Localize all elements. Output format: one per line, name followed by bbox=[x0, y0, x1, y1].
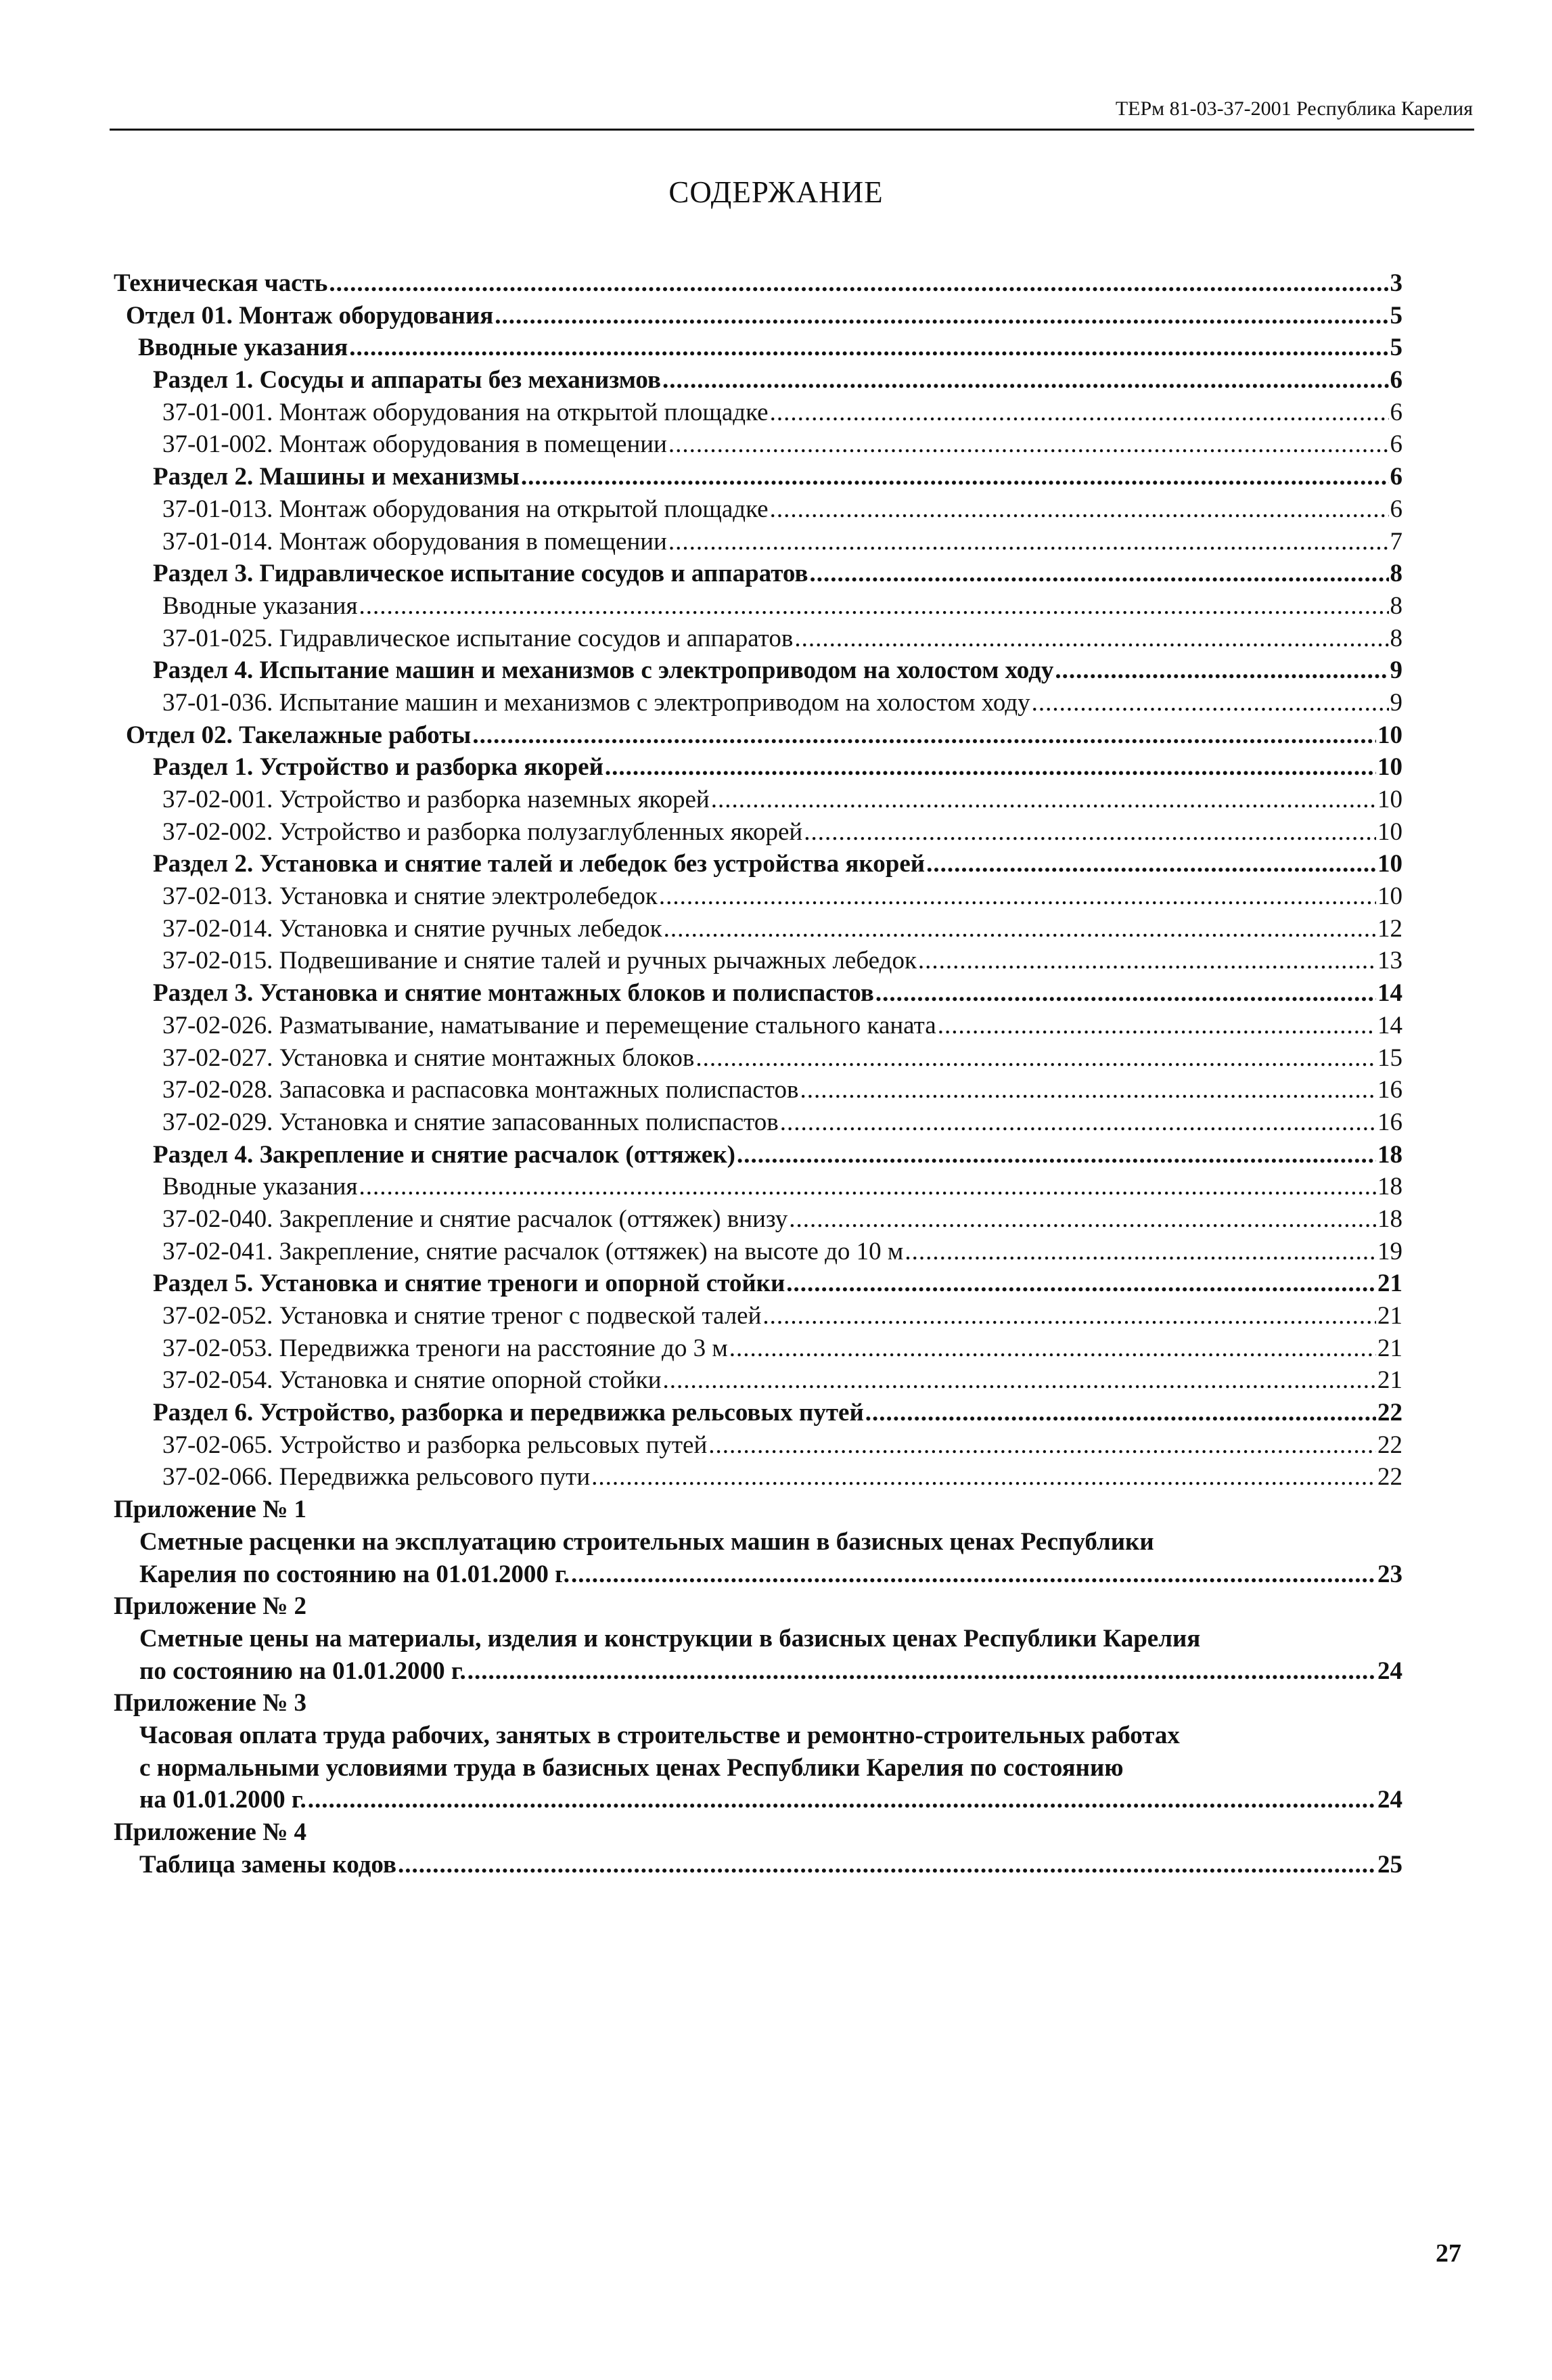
dot-leader bbox=[664, 913, 1376, 945]
dot-leader bbox=[809, 558, 1388, 590]
toc-entry-label: 37-02-014. Установка и снятие ручных лебедок bbox=[162, 914, 662, 943]
dot-leader bbox=[786, 1267, 1376, 1300]
appendix-title-line: Часовая оплата труда рабочих, занятых в строительстве и ремонтно-строительных работах bbox=[139, 1721, 1180, 1749]
toc-entry-page: 8 bbox=[1390, 560, 1402, 588]
toc-entry-page: 10 bbox=[1377, 882, 1402, 911]
toc-entry-label: по состоянию на 01.01.2000 г. bbox=[139, 1657, 466, 1685]
toc-entry-page: 18 bbox=[1377, 1205, 1402, 1233]
toc-entry-label: 37-02-054. Установка и снятие опорной стойки bbox=[162, 1366, 662, 1395]
toc-entry-label: 37-02-028. Запасовка и распасовка монтажных полиспастов bbox=[162, 1076, 799, 1104]
dot-leader bbox=[804, 816, 1376, 849]
dot-leader bbox=[711, 784, 1376, 816]
toc-entry[interactable] bbox=[114, 267, 1402, 300]
toc-entry-page: 6 bbox=[1390, 430, 1402, 459]
toc-entry-label: 37-02-002. Устройство и разборка полузаглубленных якорей bbox=[162, 817, 803, 846]
dot-leader bbox=[591, 1461, 1376, 1494]
toc-entry[interactable] bbox=[114, 300, 1402, 332]
toc-entry-page: 19 bbox=[1377, 1237, 1402, 1265]
toc-entry[interactable] bbox=[114, 1171, 1402, 1203]
toc-entry[interactable] bbox=[114, 461, 1402, 493]
toc-entry[interactable] bbox=[114, 1074, 1402, 1106]
toc-entry[interactable] bbox=[114, 493, 1402, 526]
toc-entry-label: 37-02-065. Устройство и разборка рельсовых путей bbox=[162, 1431, 708, 1459]
toc-entry[interactable] bbox=[114, 848, 1402, 880]
toc-entry-page: 6 bbox=[1390, 398, 1402, 426]
dot-leader bbox=[800, 1074, 1376, 1106]
toc-entry[interactable] bbox=[114, 751, 1402, 784]
toc-entry-page: 10 bbox=[1377, 753, 1402, 782]
toc-entry-page: 14 bbox=[1377, 1011, 1402, 1039]
toc-entry-label: 37-02-026. Разматывание, наматывание и перемещение стального каната bbox=[162, 1011, 936, 1039]
dot-leader bbox=[905, 1236, 1376, 1268]
toc-entry[interactable] bbox=[114, 1397, 1402, 1429]
toc-entry[interactable] bbox=[114, 526, 1402, 558]
toc-entry-label: 37-01-025. Гидравлическое испытание сосудов и аппаратов bbox=[162, 624, 794, 652]
dot-leader bbox=[794, 623, 1388, 655]
appendix-title-line: с нормальными условиями труда в базисных ценах Республики Карелия по состоянию bbox=[139, 1753, 1124, 1782]
toc-entry-page: 21 bbox=[1377, 1302, 1402, 1330]
toc-entry[interactable] bbox=[114, 1236, 1402, 1268]
dot-leader bbox=[668, 428, 1389, 461]
toc-entry[interactable] bbox=[114, 1267, 1402, 1300]
toc-entry-page: 22 bbox=[1377, 1463, 1402, 1491]
toc-entry-page: 18 bbox=[1377, 1140, 1402, 1169]
toc-entry-label: Вводные указания bbox=[162, 591, 358, 620]
toc-entry[interactable] bbox=[114, 977, 1402, 1010]
toc-entry-label: Раздел 3. Гидравлическое испытание сосудов и аппаратов bbox=[153, 560, 808, 588]
toc-entry-label: 37-02-013. Установка и снятие электролебедок bbox=[162, 882, 658, 911]
toc-entry-page: 10 bbox=[1377, 721, 1402, 749]
toc-entry-page: 25 bbox=[1377, 1850, 1402, 1879]
dot-leader bbox=[708, 1429, 1376, 1462]
dot-leader bbox=[605, 751, 1376, 784]
dot-leader bbox=[938, 1010, 1376, 1042]
toc-entry-label: Раздел 4. Испытание машин и механизмов с электроприводом на холостом ходу bbox=[153, 656, 1054, 685]
toc-entry-page: 3 bbox=[1390, 269, 1402, 297]
toc-entry-label: 37-02-001. Устройство и разборка наземных якорей bbox=[162, 786, 710, 813]
toc-entry[interactable] bbox=[114, 816, 1402, 849]
toc-entry-page: 6 bbox=[1390, 495, 1402, 523]
toc-entry[interactable] bbox=[114, 654, 1402, 687]
dot-leader bbox=[926, 848, 1376, 880]
appendix-entry[interactable] bbox=[114, 1849, 1402, 1881]
appendix-heading: Приложение № 4 bbox=[114, 1818, 307, 1846]
toc-entry-page: 16 bbox=[1377, 1076, 1402, 1104]
dot-leader bbox=[521, 461, 1389, 493]
dot-leader bbox=[359, 1171, 1376, 1203]
appendix-title-line: Сметные расценки на эксплуатацию строительных машин в базисных ценах Республики bbox=[139, 1527, 1154, 1556]
toc-entry[interactable] bbox=[114, 719, 1402, 752]
dot-leader bbox=[762, 1300, 1376, 1332]
toc-entry-page: 9 bbox=[1390, 688, 1402, 717]
toc-entry-page: 12 bbox=[1377, 914, 1402, 943]
toc-entry[interactable] bbox=[114, 784, 1402, 816]
toc-entry-page: 7 bbox=[1390, 527, 1402, 556]
toc-entry-label: 37-02-041. Закрепление, снятие расчалок (оттяжек) на высоте до 10 м bbox=[162, 1237, 904, 1265]
toc-entry[interactable] bbox=[114, 1332, 1402, 1365]
toc-entry-page: 10 bbox=[1377, 817, 1402, 846]
toc-entry[interactable] bbox=[114, 1203, 1402, 1236]
toc-entry-page: 24 bbox=[1377, 1786, 1402, 1814]
toc-entry-label: на 01.01.2000 г. bbox=[139, 1786, 306, 1814]
dot-leader bbox=[359, 590, 1388, 623]
toc-entry-label: 37-02-052. Установка и снятие треног с подвеской талей bbox=[162, 1302, 762, 1330]
page-number: 27 bbox=[1436, 2239, 1461, 2268]
toc-entry-label: Вводные указания bbox=[138, 334, 348, 362]
toc-entry-label: Таблица замены кодов bbox=[139, 1850, 396, 1879]
dot-leader bbox=[398, 1849, 1376, 1881]
toc-entry-label: Раздел 6. Устройство, разборка и передвижка рельсовых путей bbox=[153, 1399, 864, 1427]
appendix-heading: Приложение № 2 bbox=[114, 1592, 307, 1621]
toc-entry-label: 37-02-053. Передвижка треноги на расстояние до 3 м bbox=[162, 1334, 728, 1362]
toc-entry-label: 37-02-027. Установка и снятие монтажных блоков bbox=[162, 1043, 695, 1072]
toc-entry-label: 37-01-002. Монтаж оборудования в помещении bbox=[162, 430, 667, 459]
toc-entry-page: 5 bbox=[1390, 301, 1402, 330]
toc-entry[interactable] bbox=[114, 558, 1402, 590]
toc-entry[interactable] bbox=[114, 880, 1402, 913]
toc-entry-page: 22 bbox=[1377, 1399, 1402, 1427]
table-of-contents bbox=[114, 267, 1402, 1881]
dot-leader bbox=[770, 493, 1389, 526]
toc-entry-label: 37-01-013. Монтаж оборудования на открытой площадке bbox=[162, 495, 769, 523]
toc-entry-label: 37-02-029. Установка и снятие запасованных полиспастов bbox=[162, 1108, 779, 1136]
running-header bbox=[110, 92, 1474, 131]
toc-entry[interactable] bbox=[114, 1010, 1402, 1042]
toc-entry-label: 37-01-014. Монтаж оборудования в помещении bbox=[162, 527, 667, 556]
toc-entry[interactable] bbox=[114, 397, 1402, 429]
dot-leader bbox=[495, 300, 1388, 332]
dot-leader bbox=[662, 364, 1389, 397]
toc-entry-page: 18 bbox=[1377, 1173, 1402, 1201]
dot-leader bbox=[571, 1558, 1376, 1591]
dot-leader bbox=[1032, 687, 1389, 719]
dot-leader bbox=[668, 526, 1389, 558]
dot-leader bbox=[737, 1139, 1376, 1171]
toc-entry[interactable] bbox=[114, 1042, 1402, 1075]
toc-entry-page: 8 bbox=[1390, 624, 1402, 652]
toc-entry-label: Карелия по состоянию на 01.01.2000 г. bbox=[139, 1560, 570, 1588]
toc-entry-page: 23 bbox=[1377, 1560, 1402, 1588]
appendix-heading: Приложение № 1 bbox=[114, 1496, 307, 1524]
toc-entry-label: Раздел 2. Установка и снятие талей и лебедок без устройства якорей bbox=[153, 850, 926, 878]
toc-entry[interactable] bbox=[114, 1139, 1402, 1171]
toc-entry[interactable] bbox=[114, 364, 1402, 397]
toc-entry-label: Раздел 2. Машины и механизмы bbox=[153, 463, 520, 491]
toc-entry-label: Раздел 1. Сосуды и аппараты без механизмов bbox=[153, 366, 661, 395]
toc-entry[interactable] bbox=[114, 623, 1402, 655]
toc-entry-page: 15 bbox=[1377, 1043, 1402, 1072]
toc-entry[interactable] bbox=[114, 1429, 1402, 1462]
toc-entry-page: 5 bbox=[1390, 334, 1402, 362]
dot-leader bbox=[770, 397, 1389, 429]
toc-entry-page: 22 bbox=[1377, 1431, 1402, 1459]
appendix-entry[interactable] bbox=[114, 1655, 1402, 1688]
dot-leader bbox=[329, 267, 1388, 300]
appendix-entry[interactable] bbox=[114, 1558, 1402, 1591]
dot-leader bbox=[729, 1332, 1376, 1365]
dot-leader bbox=[780, 1106, 1376, 1139]
dot-leader bbox=[918, 945, 1376, 977]
toc-entry-label: 37-01-036. Испытание машин и механизмов с электроприводом на холостом ходу bbox=[162, 688, 1030, 717]
header-text: ТЕРм 81-03-37-2001 Республика Карелия bbox=[1115, 97, 1473, 120]
dot-leader bbox=[467, 1655, 1376, 1688]
toc-entry[interactable] bbox=[114, 913, 1402, 945]
dot-leader bbox=[695, 1042, 1376, 1075]
appendix-title-line: Сметные цены на материалы, изделия и конструкции в базисных ценах Республики Карелия bbox=[139, 1624, 1201, 1653]
toc-entry-label: Техническая часть bbox=[114, 269, 328, 297]
toc-entry-page: 6 bbox=[1390, 366, 1402, 395]
toc-entry[interactable] bbox=[114, 687, 1402, 719]
toc-entry-label: 37-02-015. Подвешивание и снятие талей и ручных рычажных лебедок bbox=[162, 947, 917, 975]
dot-leader bbox=[349, 332, 1388, 364]
toc-entry[interactable] bbox=[114, 1461, 1402, 1494]
toc-entry-page: 21 bbox=[1377, 1366, 1402, 1395]
toc-entry-page: 8 bbox=[1390, 591, 1402, 620]
toc-entry-page: 10 bbox=[1377, 786, 1402, 813]
toc-entry-page: 10 bbox=[1377, 850, 1402, 878]
dot-leader bbox=[865, 1397, 1376, 1429]
appendix-heading: Приложение № 3 bbox=[114, 1689, 307, 1717]
appendix-entry[interactable] bbox=[114, 1784, 1402, 1816]
toc-entry-page: 16 bbox=[1377, 1108, 1402, 1136]
page-title: СОДЕРЖАНИЕ bbox=[668, 175, 884, 209]
toc-entry-label: Вводные указания bbox=[162, 1173, 358, 1201]
toc-entry-label: Раздел 1. Устройство и разборка якорей bbox=[153, 753, 603, 782]
toc-entry[interactable] bbox=[114, 1106, 1402, 1139]
toc-entry-label: Раздел 5. Установка и снятие треноги и опорной стойки bbox=[153, 1270, 785, 1298]
dot-leader bbox=[472, 719, 1376, 752]
toc-entry[interactable] bbox=[114, 945, 1402, 977]
dot-leader bbox=[789, 1203, 1376, 1236]
dot-leader bbox=[659, 880, 1376, 913]
dot-leader bbox=[663, 1364, 1377, 1397]
toc-entry-label: Отдел 02. Такелажные работы bbox=[126, 721, 472, 749]
dot-leader bbox=[1055, 654, 1388, 687]
toc-entry[interactable] bbox=[114, 1364, 1402, 1397]
toc-entry-page: 21 bbox=[1377, 1270, 1402, 1298]
toc-entry-page: 14 bbox=[1377, 979, 1402, 1008]
dot-leader bbox=[875, 977, 1376, 1010]
toc-entry-label: 37-01-001. Монтаж оборудования на открытой площадке bbox=[162, 398, 769, 426]
toc-entry-page: 21 bbox=[1377, 1334, 1402, 1362]
toc-entry-label: 37-02-040. Закрепление и снятие расчалок (оттяжек) внизу bbox=[162, 1205, 788, 1233]
toc-entry[interactable] bbox=[114, 332, 1402, 364]
toc-entry[interactable] bbox=[114, 1300, 1402, 1332]
toc-entry-label: 37-02-066. Передвижка рельсового пути bbox=[162, 1463, 591, 1491]
toc-entry[interactable] bbox=[114, 590, 1402, 623]
toc-entry[interactable] bbox=[114, 428, 1402, 461]
toc-entry-page: 6 bbox=[1390, 463, 1402, 491]
toc-entry-page: 13 bbox=[1377, 947, 1402, 975]
toc-entry-label: Раздел 3. Установка и снятие монтажных блоков и полиспастов bbox=[153, 979, 874, 1008]
toc-entry-label: Раздел 4. Закрепление и снятие расчалок (оттяжек) bbox=[153, 1140, 735, 1169]
dot-leader bbox=[308, 1784, 1376, 1816]
toc-entry-page: 24 bbox=[1377, 1657, 1402, 1685]
toc-entry-label: Отдел 01. Монтаж оборудования bbox=[126, 301, 494, 330]
toc-entry-page: 9 bbox=[1390, 656, 1402, 685]
